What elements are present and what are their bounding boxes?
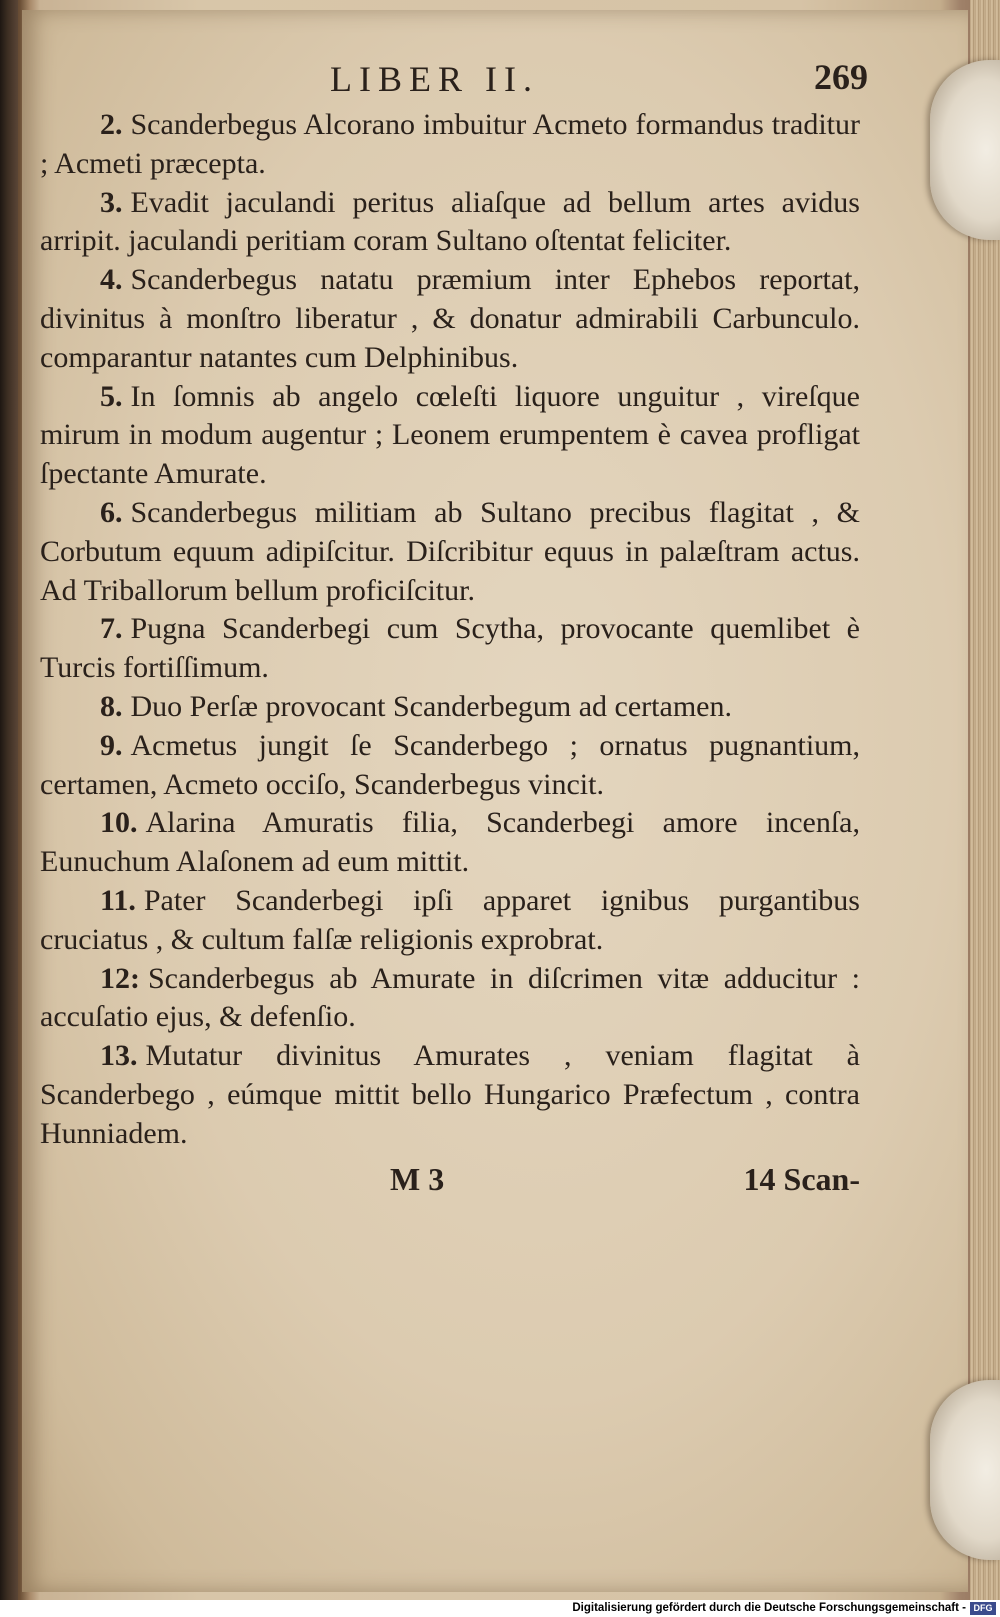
entry-number: 5. (100, 379, 123, 413)
page-edges (970, 0, 1000, 1600)
entry-number: 3. (100, 185, 123, 219)
entry-number: 9. (100, 728, 123, 762)
credit-text: Digitalisierung gefördert durch die Deutsche Forschungsgemeinschaft - (572, 1602, 966, 1614)
entry-text: Pugna Scanderbegi cum Scytha, provocante quemlibet è Turcis fortiſſimum. (40, 612, 860, 685)
chapter-summary-entry (40, 610, 860, 688)
entry-number: 11. (100, 883, 136, 917)
digitization-credit (0, 1600, 1000, 1617)
catchword: 14 Scan- (743, 1160, 860, 1197)
entry-text: Mutatur divinitus Amurates , veniam flagitat à Scanderbego , eúmque mittit bello Hungarico Præfectum , contra Hunniadem. (40, 1039, 860, 1150)
entry-text: Alarina Amuratis filia, Scanderbegi amore incenſa, Eunuchum Alaſonem ad eum mittit. (40, 806, 860, 879)
entry-text: Scanderbegus militiam ab Sultano precibus flagitat , & Corbutum equum adipiſcitur. Diſcribitur equus in palæſtram actus. Ad Triballorum bellum proficiſcitur. (40, 495, 860, 607)
entry-text: In ſomnis ab angelo cœleſti liquore unguitur , vireſque mirum in modum augentur ; Leonem erumpentem è cavea profligat ſpectante Amurate. (40, 379, 860, 491)
dfg-logo-icon: DFG (970, 1602, 996, 1615)
chapter-summary-entry (40, 882, 860, 960)
page-text (40, 57, 868, 1204)
running-title: LIBER II. (330, 59, 539, 99)
chapter-summary-entry (40, 1037, 860, 1153)
chapter-summary-entry (40, 106, 860, 184)
entry-number: 6. (100, 495, 123, 529)
entry-text: Evadit jaculandi peritus aliaſque ad bellum artes avidus arripit. jaculandi peritiam coram Sultano oſtentat feliciter. (40, 185, 860, 258)
chapter-summary-entry (40, 184, 860, 262)
entry-text: Acmetus jungit ſe Scanderbego ; ornatus pugnantium, certamen, Acmeto occiſo, Scanderbegus vincit. (40, 728, 860, 801)
entry-text: Pater Scanderbegi ipſi apparet ignibus purgantibus cruciatus , & cultum falſæ religionis exprobrat. (40, 883, 860, 956)
entry-text: Scanderbegus Alcorano imbuitur Acmeto formandus traditur ; Acmeti præcepta. (40, 108, 860, 180)
running-header (40, 57, 868, 106)
entry-number: 2. (100, 108, 123, 141)
signature-mark: M 3 (390, 1160, 445, 1197)
chapter-summary-entry (40, 378, 860, 494)
entry-number: 12: (100, 961, 140, 995)
entry-number: 8. (100, 689, 123, 723)
page-footer (40, 1160, 860, 1204)
page-clip-top (930, 60, 1000, 240)
entry-number: 10. (100, 806, 138, 840)
entry-text: Scanderbegus natatu præmium inter Ephebos reportat, divinitus à monſtro liberatur , & donatur admirabili Carbunculo. comparantur natantes cum Delphinibus. (40, 263, 860, 374)
chapter-summary-entry (40, 727, 860, 805)
book-binding (0, 0, 18, 1600)
page-number: 269 (814, 57, 868, 97)
entry-text: Duo Perſæ provocant Scanderbegum ad certamen. (130, 689, 732, 723)
page-clip-bottom (930, 1380, 1000, 1560)
chapter-summary-entry (40, 804, 860, 882)
chapter-summary-entry (40, 494, 860, 610)
entry-number: 13. (100, 1039, 138, 1073)
chapter-summary-entry (40, 261, 860, 377)
entry-number: 4. (100, 263, 123, 297)
entry-text: Scanderbegus ab Amurate in diſcrimen vitæ adducitur : accuſatio ejus, & defenſio. (40, 961, 860, 1034)
chapter-summary-entry (40, 688, 860, 727)
chapter-summary-entry (40, 960, 860, 1038)
entry-number: 7. (100, 612, 123, 646)
